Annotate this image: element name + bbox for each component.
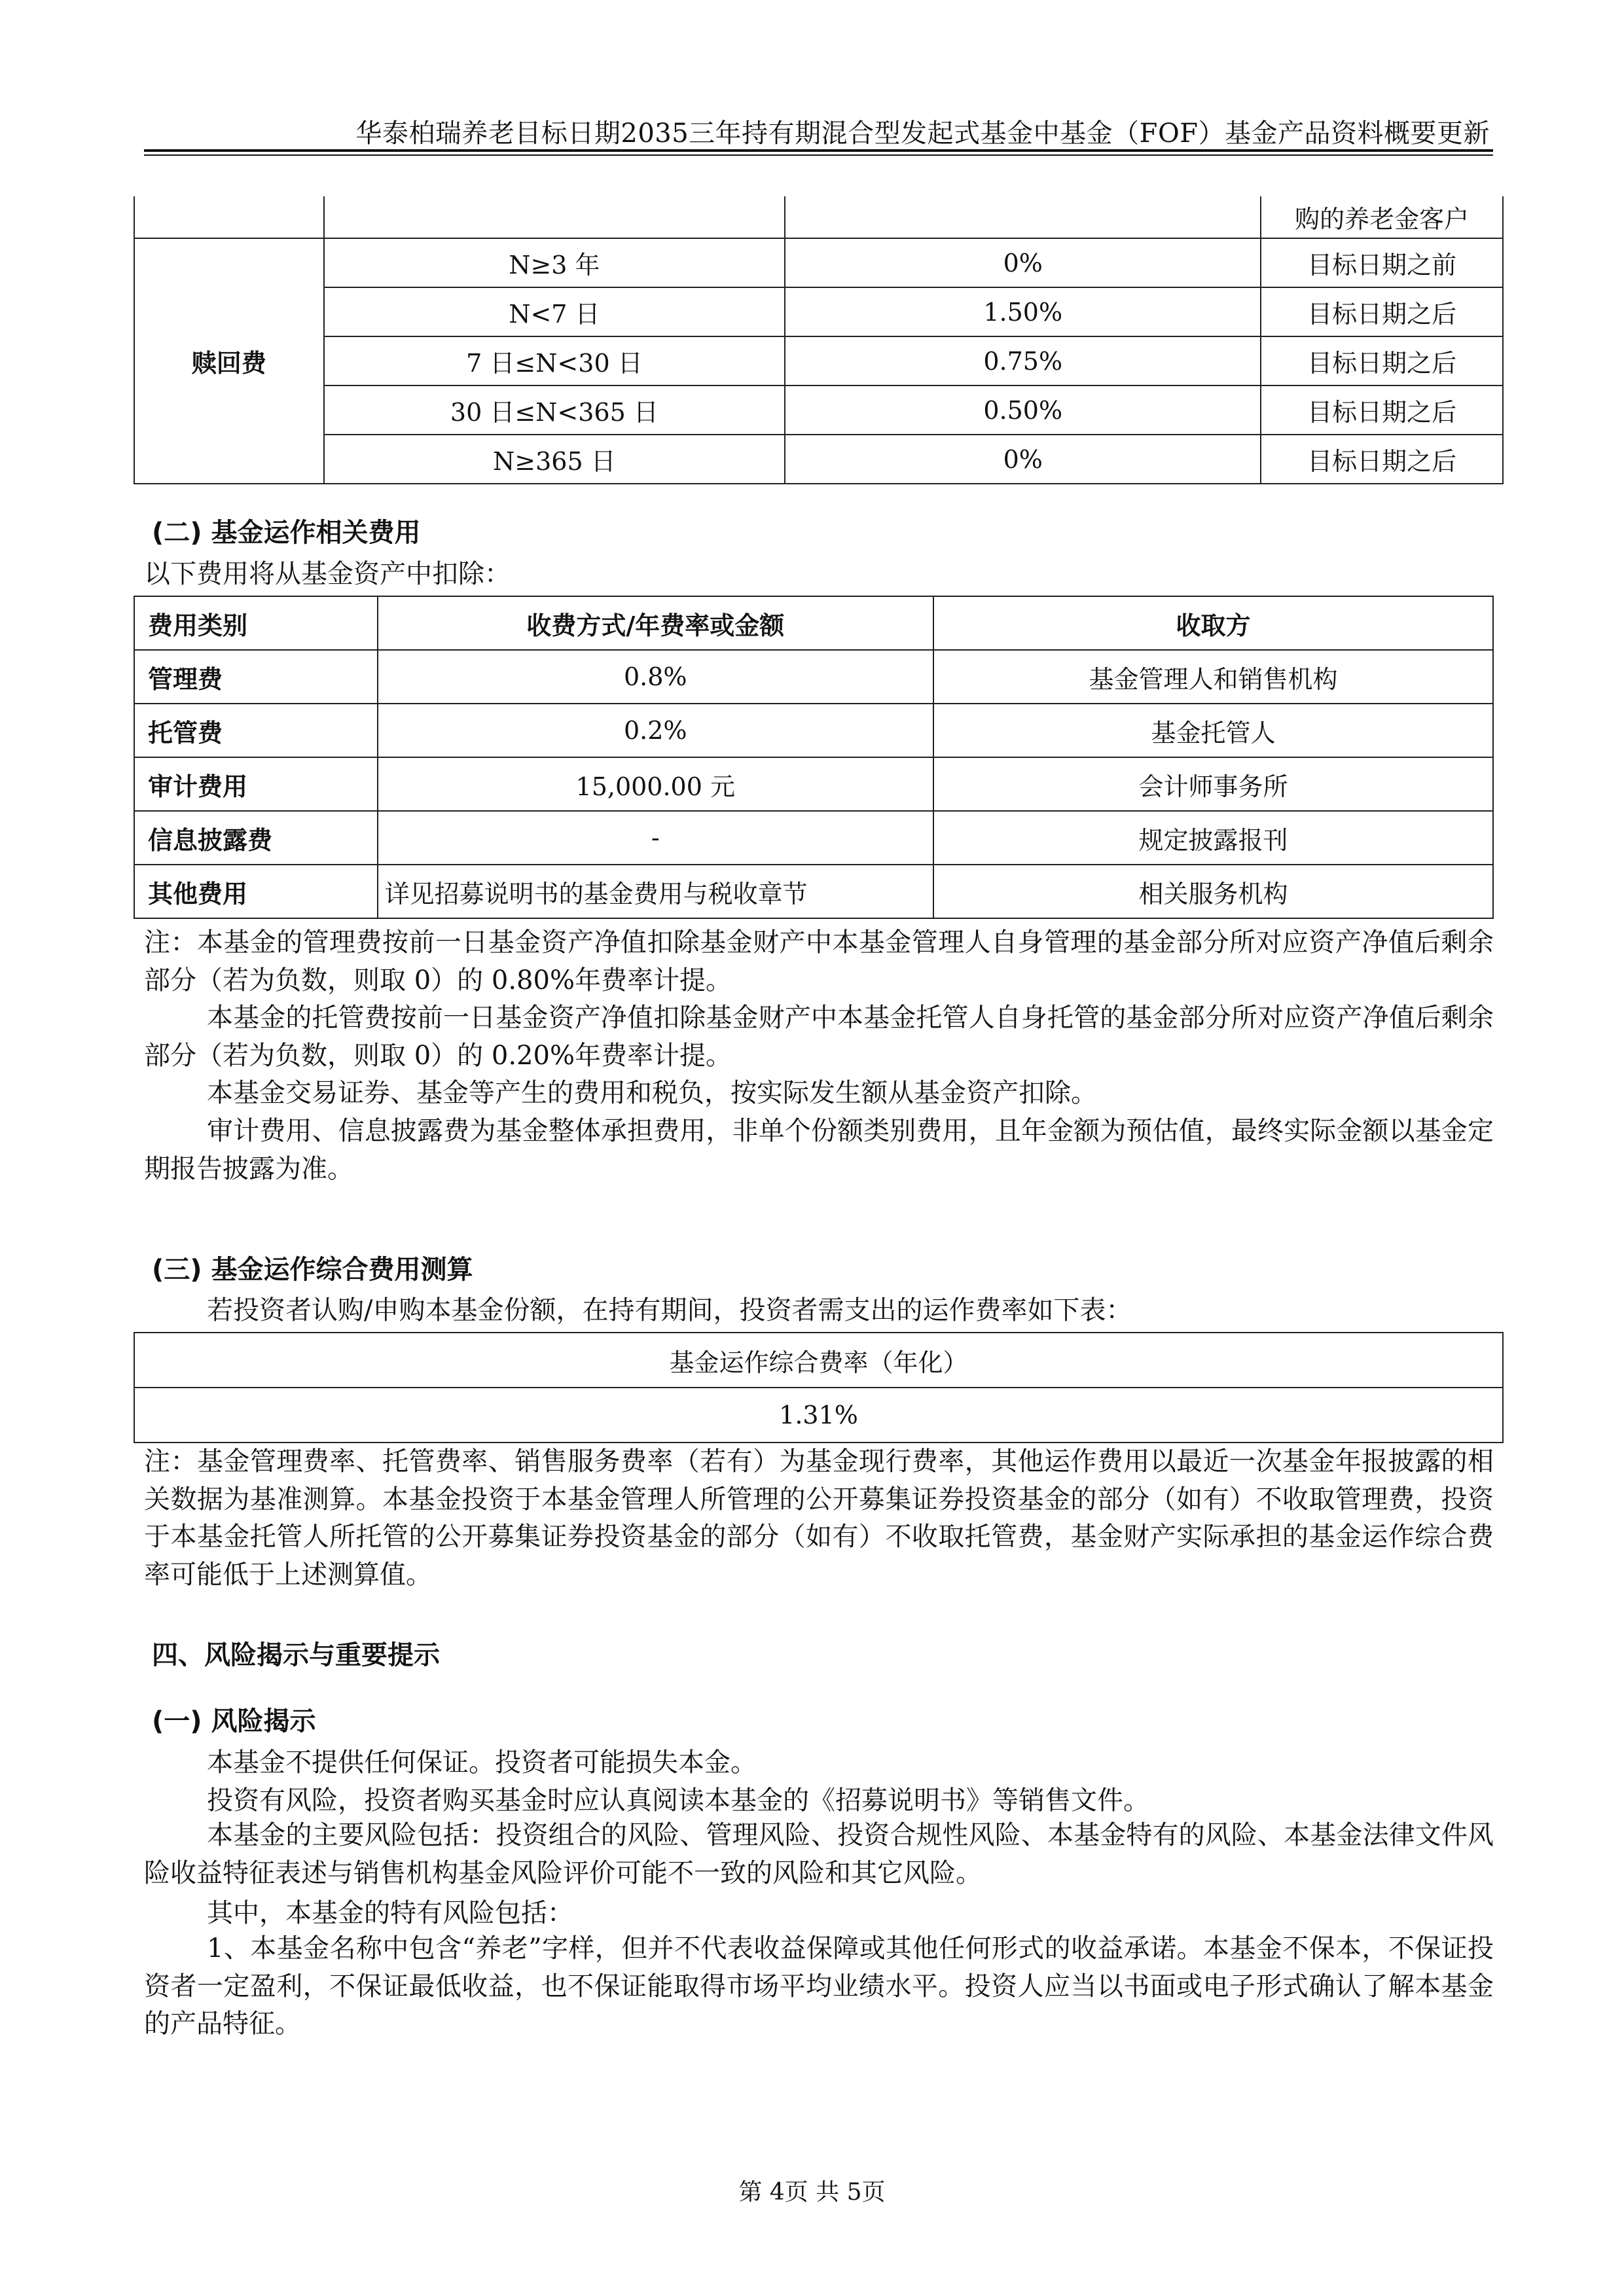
fee-recipient: 相关服务机构 [933,865,1493,918]
condition: 目标日期之后 [1261,386,1503,435]
table-header-row [134,596,1493,650]
holding-period: N≥365 日 [324,435,785,484]
fee-amount: 15,000.00 元 [378,757,933,811]
fee-note-audit: 审计费用、信息披露费为基金整体承担费用，非单个份额类别费用，且年金额为预估值，最终实际金额以基金定期报告披露为准。 [144,1116,1494,1184]
table-row [134,811,1493,865]
risk-main-list: 本基金的主要风险包括：投资组合的风险、管理风险、投资合规性风险、本基金特有的风险、本基金法律文件风险收益特征表述与销售机构基金风险评价可能不一致的风险和其它风险。 [144,1820,1494,1888]
fee-rate: 0.50% [785,386,1261,435]
redemption-fee-table [134,196,1504,484]
fee-note-trading: 本基金交易证券、基金等产生的费用和税负，按实际发生额从基金资产扣除。 [207,1078,1097,1108]
comprehensive-fee-intro: 若投资者认购/申购本基金份额，在持有期间，投资者需支出的运作费率如下表： [207,1295,1132,1325]
table-row [134,435,1503,484]
table-row [134,238,1503,287]
table-row [134,287,1503,336]
condition: 目标日期之后 [1261,435,1503,484]
table-row [134,196,1503,238]
fee-note-management: 注：本基金的管理费按前一日基金资产净值扣除基金财产中本基金管理人自身管理的基金部分所对应资产净值后剩余部分（若为负数，则取 0）的 0.80%年费率计提。 [144,927,1494,996]
header-rule-thin [144,154,1493,156]
fee-category: 信息披露费 [134,811,378,865]
fee-category: 审计费用 [134,757,378,811]
rate-value: 1.31% [134,1388,1503,1443]
table-row [134,336,1503,386]
fee-rate: 1.50% [785,287,1261,336]
table-row [134,386,1503,435]
condition: 目标日期之后 [1261,336,1503,386]
table-header-row [134,1333,1503,1388]
risk-line-no-guarantee: 本基金不提供任何保证。投资者可能损失本金。 [207,1748,757,1778]
fee-rate: 0.75% [785,336,1261,386]
header-title: 华泰柏瑞养老目标日期2035三年持有期混合型发起式基金中基金（FOF）基金产品资料概要更新 [355,118,1490,149]
special-risk-1: 1、本基金名称中包含“养老”字样，但并不代表收益保障或其他任何形式的收益承诺。本基金不保本，不保证投资者一定盈利，不保证最低收益，也不保证能取得市场平均业绩水平。投资人应当以书面或电子形式确认了解本基金的产品特征。 [144,1933,1494,2039]
fee-category: 其他费用 [134,865,378,918]
page-number: 第 4页 共 5页 [738,2179,886,2206]
fee-amount: 0.8% [378,650,933,704]
operating-fees-intro: 以下费用将从基金资产中扣除： [144,559,511,589]
section-heading-risk: 四、风险揭示与重要提示 [152,1640,440,1670]
holding-period: 7 日≤N<30 日 [324,336,785,386]
risk-line-read-prospectus: 投资有风险，投资者购买基金时应认真阅读本基金的《招募说明书》等销售文件。 [207,1785,1149,1816]
condition: 目标日期之前 [1261,238,1503,287]
fee-recipient: 基金管理人和销售机构 [933,650,1493,704]
fee-recipient: 规定披露报刊 [933,811,1493,865]
fee-amount: 详见招募说明书的基金费用与税收章节 [378,865,933,918]
table-row [134,1388,1503,1443]
column-header: 费用类别 [134,596,378,650]
fee-amount: 0.2% [378,704,933,757]
section-heading-comprehensive-fee: (三) 基金运作综合费用测算 [152,1255,473,1285]
holding-period: 30 日≤N<365 日 [324,386,785,435]
header-rule-thick [144,149,1493,152]
table-row [134,757,1493,811]
fee-amount: - [378,811,933,865]
comprehensive-rate-table [134,1332,1504,1443]
subsection-heading-risk-disclosure: (一) 风险揭示 [152,1706,316,1736]
holding-period: N≥3 年 [324,238,785,287]
section-heading-operating-fees: (二) 基金运作相关费用 [152,518,421,548]
column-header: 收费方式/年费率或金额 [378,596,933,650]
holding-period: N<7 日 [324,287,785,336]
condition: 目标日期之后 [1261,287,1503,336]
fee-recipient: 会计师事务所 [933,757,1493,811]
table-row [134,650,1493,704]
fee-rate: 0% [785,238,1261,287]
fee-category: 托管费 [134,704,378,757]
fee-category: 管理费 [134,650,378,704]
redemption-fee-label: 赎回费 [134,238,324,484]
fee-rate: 0% [785,435,1261,484]
fee-recipient: 基金托管人 [933,704,1493,757]
table-row [134,865,1493,918]
fee-note-custody: 本基金的托管费按前一日基金资产净值扣除基金财产中本基金托管人自身托管的基金部分所对应资产净值后剩余部分（若为负数，则取 0）的 0.20%年费率计提。 [144,1003,1494,1071]
operating-fee-table [134,596,1494,919]
comprehensive-fee-note: 注：基金管理费率、托管费率、销售服务费率（若有）为基金现行费率，其他运作费用以最近一次基金年报披露的相关数据为基准测算。本基金投资于本基金管理人所管理的公开募集证券投资基金的部分（如有）不收取管理费，投资于本基金托管人所托管的公开募集证券投资基金的部分（如有）不收取托管费，基金财产实际承担的基金运作综合费率可能低于上述测算值。 [144,1446,1494,1590]
buyer-note-cell: 购的养老金客户 [1261,196,1503,238]
special-risk-intro: 其中，本基金的特有风险包括： [207,1898,573,1928]
rate-header: 基金运作综合费率（年化） [134,1333,1503,1388]
table-row [134,704,1493,757]
column-header: 收取方 [933,596,1493,650]
